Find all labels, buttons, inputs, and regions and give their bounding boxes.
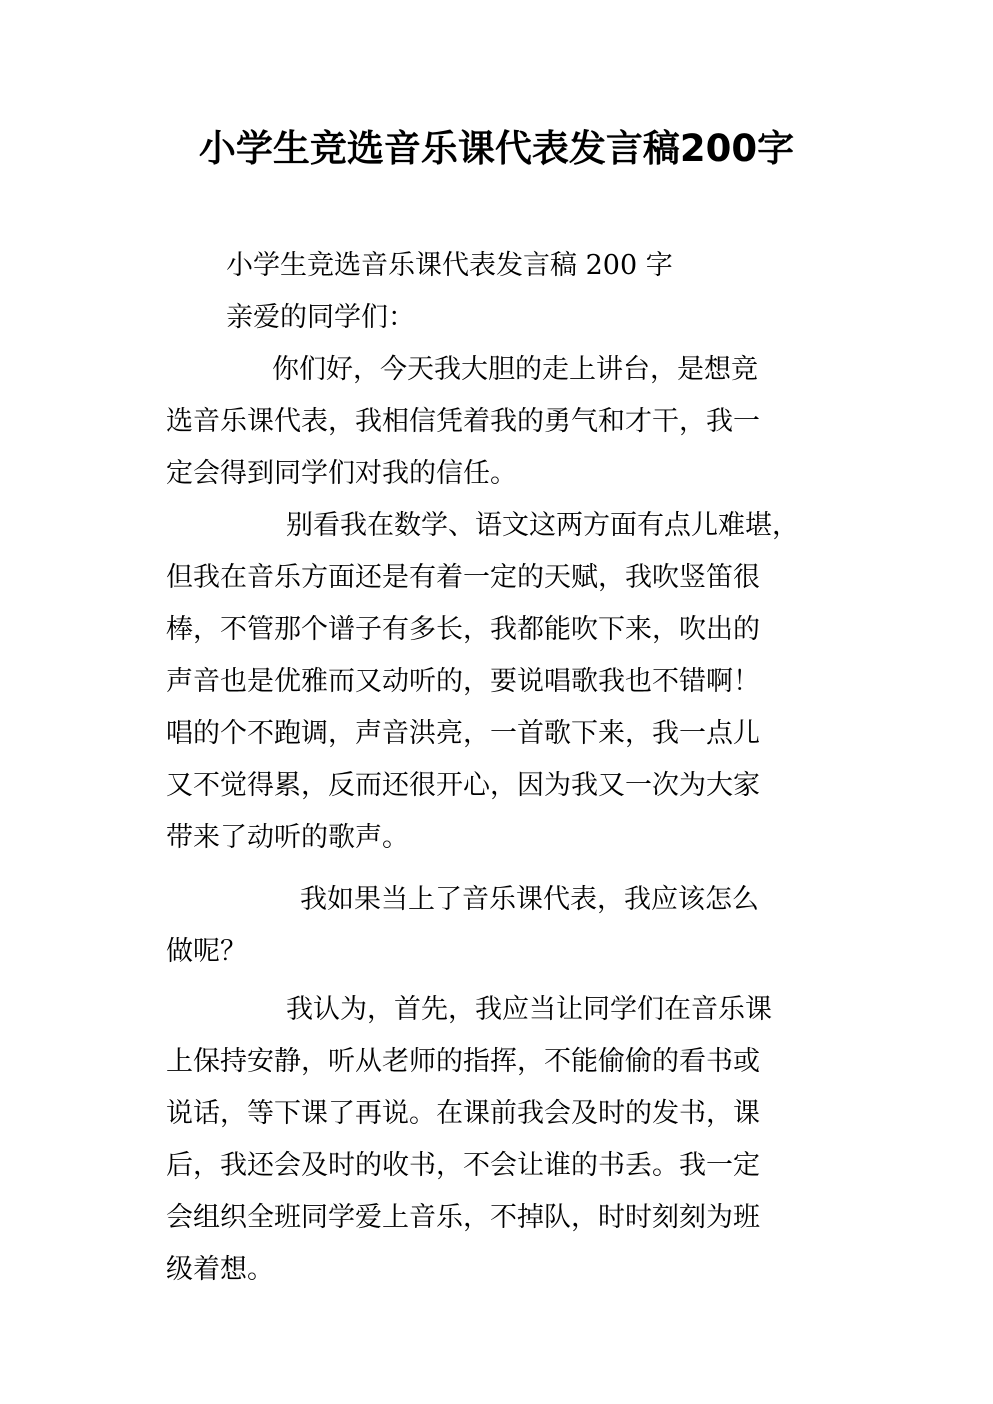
paragraph-line: 唱的个不跑调，声音洪亮，一首歌下来，我一点儿 — [166, 718, 760, 749]
paragraph-line: 我认为，首先，我应当让同学们在音乐课 — [286, 994, 772, 1025]
paragraph-line: 我如果当上了音乐课代表，我应该怎么 — [300, 884, 759, 915]
paragraph-line: 小学生竞选音乐课代表发言稿 200 字 — [226, 250, 673, 281]
paragraph-line: 级着想。 — [166, 1254, 274, 1285]
paragraph-line: 声音也是优雅而又动听的，要说唱歌我也不错啊！ — [166, 666, 760, 697]
paragraph-line: 说话，等下课了再说。在课前我会及时的发书，课 — [166, 1098, 760, 1129]
paragraph-line: 定会得到同学们对我的信任。 — [166, 458, 517, 489]
paragraph-line: 别看我在数学、语文这两方面有点儿难堪， — [286, 510, 799, 541]
paragraph-line: 上保持安静，听从老师的指挥，不能偷偷的看书或 — [166, 1046, 760, 1077]
paragraph-line: 带来了动听的歌声。 — [166, 822, 409, 853]
paragraph-line: 做呢？ — [166, 936, 247, 967]
paragraph-line: 但我在音乐方面还是有着一定的天赋，我吹竖笛很 — [166, 562, 760, 593]
paragraph-line: 亲爱的同学们： — [226, 302, 415, 333]
paragraph-line: 又不觉得累，反而还很开心，因为我又一次为大家 — [166, 770, 760, 801]
paragraph-line: 会组织全班同学爱上音乐，不掉队，时时刻刻为班 — [166, 1202, 760, 1233]
page-title: 小学生竞选音乐课代表发言稿200字 — [198, 127, 795, 170]
paragraph-line: 选音乐课代表，我相信凭着我的勇气和才干，我一 — [166, 406, 760, 437]
paragraph-line: 棒，不管那个谱子有多长，我都能吹下来，吹出的 — [166, 614, 760, 645]
paragraph-line: 你们好，今天我大胆的走上讲台，是想竞 — [272, 354, 758, 385]
paragraph-line: 后，我还会及时的收书，不会让谁的书丢。我一定 — [166, 1150, 760, 1181]
